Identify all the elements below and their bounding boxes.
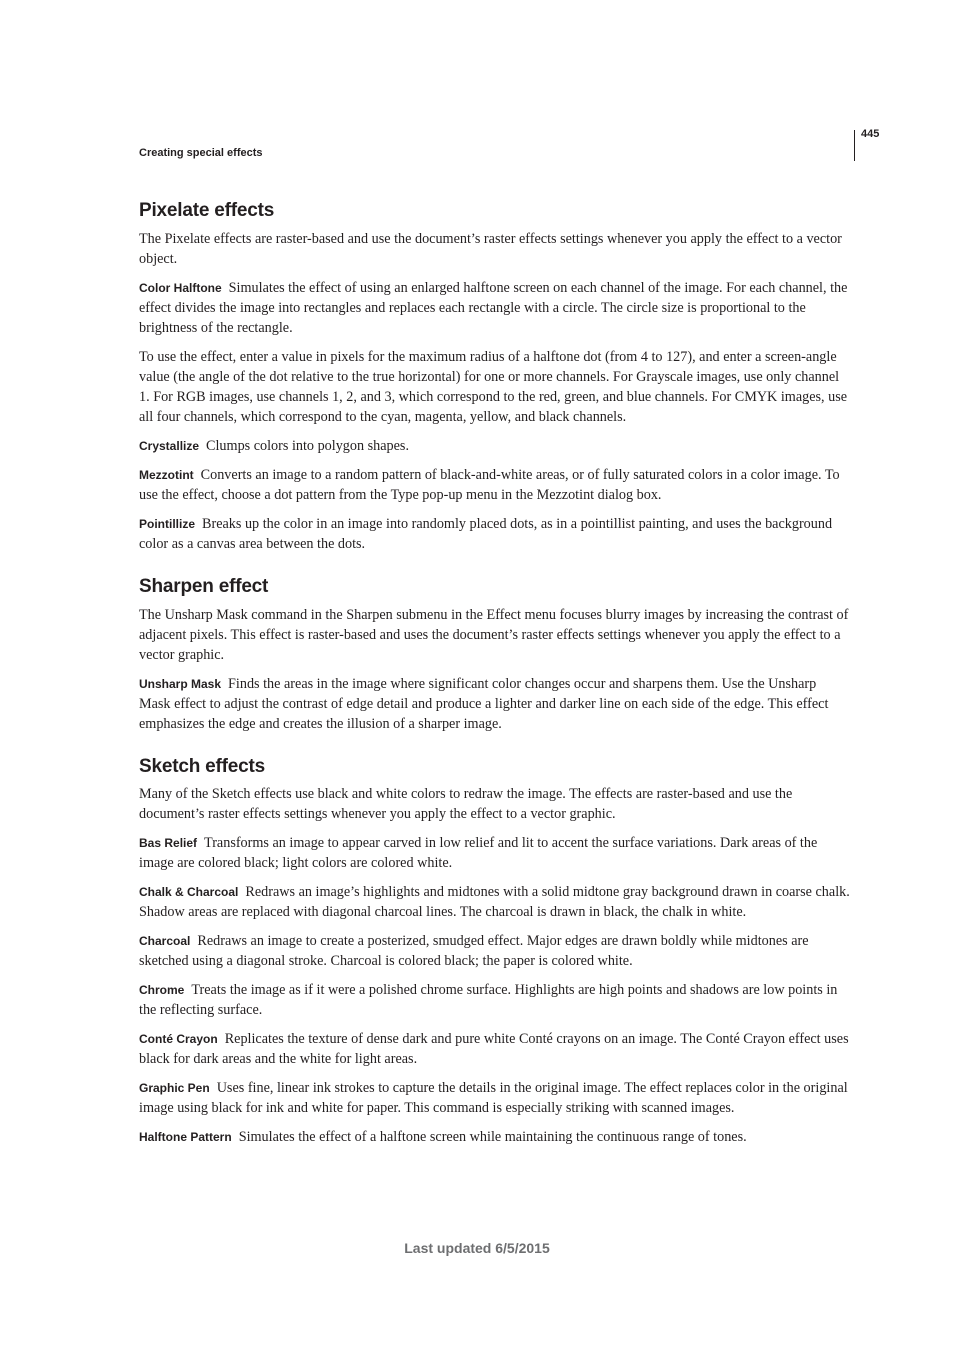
definition-term: Bas Relief [139,836,198,851]
definition-text: Finds the areas in the image where significant color changes occur and sharpens them. Use the Unsharp Mask effect to adjust the contrast of edge detail and produce a lighter and darker line on each side of the edge. This effect emphasizes the edge and creates the illusion of a sharper image. [139,675,829,732]
definition-text: Breaks up the color in an image into randomly placed dots, as in a pointillist painting, and uses the background color as a canvas area between the dots. [139,515,833,552]
section-pixelate-effects [139,200,851,554]
definition-term: Halftone Pattern [139,1130,232,1145]
running-head: Creating special effects [139,147,263,159]
definition-entry [139,674,851,734]
definition-term: Chrome [139,983,185,998]
page-number-rule [854,130,855,161]
page-number: 445 [861,128,880,140]
section-intro: The Pixelate effects are raster-based and use the document’s raster effects settings whenever you apply the effect to a vector object. [139,230,842,267]
section-heading: Pixelate effects [139,200,275,221]
definition-entry [139,465,851,505]
definition-text: Redraws an image to create a posterized, smudged effect. Major edges are drawn boldly while midtones are sketched using a diagonal stroke. Charcoal is colored black; the paper is colored white. [139,933,809,970]
definition-text: Replicates the texture of dense dark and pure white Conté crayons on an image. The Conté Crayon effect uses black for dark areas and the white for light areas. [139,1031,849,1068]
definition-term: Graphic Pen [139,1081,210,1096]
definition-text: Transforms an image to appear carved in low relief and lit to accent the surface variations. Dark areas of the image are colored black; light colors are colored white. [139,835,818,872]
paragraph-text: To use the effect, enter a value in pixels for the maximum radius of a halftone dot (from 4 to 127), and enter a screen-angle value (the angle of the dot relative to the true horizontal) for one or more channels. For Grayscale images, use only channel 1. For RGB images, use channels 1, 2, and 3, which correspond to the red, green, and blue channels. For CMYK images, use all four channels, which correspond to the cyan, magenta, yellow, and black channels. [139,348,848,425]
definition-text: Converts an image to a random pattern of black-and-white areas, or of fully saturated colors in a color image. To use the effect, choose a dot pattern from the Type pop-up menu in the Mezzotint dialog box. [139,466,840,503]
body-paragraph [139,347,851,427]
definition-entry [139,931,851,971]
definition-term: Chalk & Charcoal [139,885,239,900]
section-heading: Sharpen effect [139,575,269,597]
definition-text: Simulates the effect of using an enlarged halftone screen on each channel of the image. For each channel, the effect divides the image into rectangles and replaces each rectangle with a circle. The circle size is proportional to the brightness of the rectangle. [139,279,848,336]
section-sharpen-effect [139,576,851,734]
definition-text: Clumps colors into polygon shapes. [206,437,409,454]
section-heading: Sketch effects [139,755,266,777]
section-intro: The Unsharp Mask command in the Sharpen submenu in the Effect menu focuses blurry images by increasing the contrast of adjacent pixels. This effect is raster-based and uses the document’s raster effects settings whenever you apply the effect to a vector graphic. [139,606,849,663]
definition-entry [139,1127,851,1147]
definition-term: Conté Crayon [139,1032,218,1047]
definition-term: Crystallize [139,438,200,453]
definition-text: Redraws an image’s highlights and midtones with a solid midtone gray background drawn in coarse chalk. Shadow areas are replaced with diagonal charcoal lines. The charcoal is drawn in black, the chalk in white. [139,884,850,921]
definition-entry [139,514,851,554]
definition-text: Uses fine, linear ink strokes to capture the details in the original image. The effect replaces color in the original image using black for ink and white for paper. This command is especially striking with scanned images. [139,1080,848,1117]
definition-text: Treats the image as if it were a polished chrome surface. Highlights are high points and shadows are low points in the reflecting surface. [139,982,838,1019]
definition-term: Unsharp Mask [139,676,222,691]
definition-entry [139,436,851,456]
definition-entry [139,980,851,1020]
page-footer: Last updated 6/5/2015 [404,1240,550,1256]
definition-text: Simulates the effect of a halftone screen while maintaining the continuous range of tones. [238,1129,747,1146]
definition-entry [139,833,851,873]
definition-term: Charcoal [139,934,191,949]
definition-entry [139,1029,851,1069]
definition-term: Pointillize [139,516,196,531]
section-intro: Many of the Sketch effects use black and white colors to redraw the image. The effects are raster-based and use the document’s raster effects settings whenever you apply the effect to a vector graphic. [139,786,793,823]
definition-entry [139,1078,851,1118]
definition-term: Mezzotint [139,467,194,482]
definition-entry [139,278,851,338]
definition-term: Color Halftone [139,280,222,295]
section-sketch-effects [139,756,851,1148]
definition-entry [139,882,851,922]
document-body [139,200,851,1169]
